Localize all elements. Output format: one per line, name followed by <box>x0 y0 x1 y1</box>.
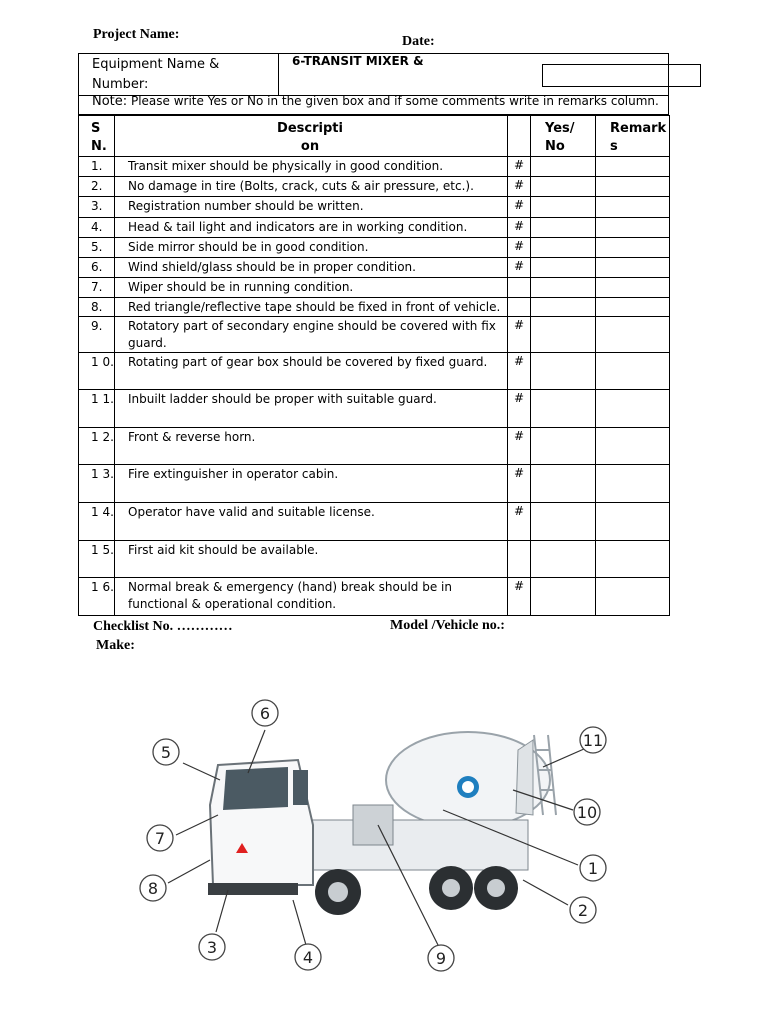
row-yes-no-field[interactable] <box>531 258 596 278</box>
row-sn: 8. <box>79 298 115 317</box>
row-mark: # <box>508 238 531 258</box>
table-row <box>79 278 670 298</box>
table-row <box>79 541 670 578</box>
row-remarks-field[interactable] <box>596 578 670 616</box>
row-yes-no-field[interactable] <box>531 465 596 503</box>
row-mark <box>508 278 531 298</box>
col-mark <box>508 116 531 157</box>
row-mark: # <box>508 428 531 465</box>
row-yes-no-field[interactable] <box>531 503 596 541</box>
callout-label-3: 3 <box>206 938 218 957</box>
callout-label-9: 9 <box>435 949 447 968</box>
row-remarks-field[interactable] <box>596 317 670 353</box>
note-label: Note: <box>92 94 128 109</box>
row-remarks-field[interactable] <box>596 390 670 428</box>
row-remarks-field[interactable] <box>596 238 670 258</box>
row-mark: # <box>508 317 531 353</box>
row-description: Side mirror should be in good condition. <box>115 238 508 258</box>
row-sn: 1 4. <box>79 503 115 541</box>
row-remarks-field[interactable] <box>596 197 670 218</box>
table-row <box>79 578 670 616</box>
row-description: Fire extinguisher in operator cabin. <box>115 465 508 503</box>
row-sn: 1 5. <box>79 541 115 578</box>
row-mark: # <box>508 390 531 428</box>
windshield <box>223 767 288 810</box>
table-row <box>79 197 670 218</box>
note-text: Please write Yes or No in the given box and if some comments write in remarks column. <box>127 94 659 108</box>
callout-label-5: 5 <box>160 743 172 762</box>
table-row <box>79 218 670 238</box>
row-yes-no-field[interactable] <box>531 428 596 465</box>
row-mark: # <box>508 197 531 218</box>
callout-label-1: 1 <box>587 859 599 878</box>
row-description: First aid kit should be available. <box>115 541 508 578</box>
row-yes-no-field[interactable] <box>531 541 596 578</box>
row-description: Rotatory part of secondary engine should be covered with fix guard. <box>115 317 508 353</box>
row-description: Rotating part of gear box should be covered by fixed guard. <box>115 353 508 390</box>
row-description: Wind shield/glass should be in proper condition. <box>115 258 508 278</box>
side-window <box>293 770 308 805</box>
callout-label-7: 7 <box>154 829 166 848</box>
row-sn: 1 0. <box>79 353 115 390</box>
row-sn: 1 1. <box>79 390 115 428</box>
row-mark: # <box>508 353 531 390</box>
row-mark: # <box>508 177 531 197</box>
col-description: Descripti on <box>115 116 508 157</box>
checklist-number-label: Checklist No. ………… <box>93 619 233 634</box>
row-yes-no-field[interactable] <box>531 298 596 317</box>
project-name-label: Project Name: <box>93 27 180 42</box>
equipment-header <box>78 53 669 96</box>
row-description: Inbuilt ladder should be proper with suitable guard. <box>115 390 508 428</box>
col-remarks: Remark s <box>596 116 670 157</box>
row-mark: # <box>508 258 531 278</box>
row-mark: # <box>508 503 531 541</box>
row-yes-no-field[interactable] <box>531 197 596 218</box>
row-remarks-field[interactable] <box>596 157 670 177</box>
row-sn: 1 3. <box>79 465 115 503</box>
table-row <box>79 177 670 197</box>
callout-label-11: 11 <box>582 731 604 750</box>
row-sn: 1. <box>79 157 115 177</box>
transit-mixer-diagram <box>138 695 618 980</box>
row-sn: 1 2. <box>79 428 115 465</box>
row-mark <box>508 298 531 317</box>
callout-label-8: 8 <box>147 879 159 898</box>
table-row <box>79 390 670 428</box>
row-description: Head & tail light and indicators are in working condition. <box>115 218 508 238</box>
callout-label-4: 4 <box>302 948 314 967</box>
row-description: No damage in tire (Bolts, crack, cuts & air pressure, etc.). <box>115 177 508 197</box>
date-label: Date: <box>402 34 435 49</box>
checklist-table <box>78 115 670 616</box>
table-row <box>79 428 670 465</box>
table-row <box>79 157 670 177</box>
row-yes-no-field[interactable] <box>531 238 596 258</box>
row-yes-no-field[interactable] <box>531 353 596 390</box>
row-yes-no-field[interactable] <box>531 157 596 177</box>
row-description: Red triangle/reflective tape should be fixed in front of vehicle. <box>115 298 508 317</box>
row-remarks-field[interactable] <box>596 258 670 278</box>
row-mark <box>508 541 531 578</box>
callout-label-10: 10 <box>576 803 598 822</box>
row-description: Front & reverse horn. <box>115 428 508 465</box>
row-sn: 7. <box>79 278 115 298</box>
row-remarks-field[interactable] <box>596 353 670 390</box>
table-row <box>79 298 670 317</box>
row-description: Wiper should be in running condition. <box>115 278 508 298</box>
row-remarks-field[interactable] <box>596 278 670 298</box>
make-label: Make: <box>96 638 135 653</box>
row-yes-no-field[interactable] <box>531 317 596 353</box>
table-row <box>79 353 670 390</box>
row-mark: # <box>508 465 531 503</box>
row-mark: # <box>508 218 531 238</box>
callout-label-6: 6 <box>259 704 271 723</box>
secondary-engine <box>353 805 393 845</box>
row-remarks-field[interactable] <box>596 298 670 317</box>
chassis <box>288 820 528 870</box>
row-remarks-field[interactable] <box>596 428 670 465</box>
row-mark: # <box>508 157 531 177</box>
row-description: Normal break & emergency (hand) break should be in functional & operational condition. <box>115 578 508 616</box>
row-remarks-field[interactable] <box>596 503 670 541</box>
row-sn: 2. <box>79 177 115 197</box>
row-remarks-field[interactable] <box>596 218 670 238</box>
row-sn: 4. <box>79 218 115 238</box>
table-row <box>79 465 670 503</box>
bumper <box>208 883 298 895</box>
table-row <box>79 317 670 353</box>
table-row <box>79 503 670 541</box>
equipment-name-value[interactable]: 6-TRANSIT MIXER & <box>279 54 669 96</box>
row-sn: 6. <box>79 258 115 278</box>
row-sn: 1 6. <box>79 578 115 616</box>
row-yes-no-field[interactable] <box>531 278 596 298</box>
row-mark: # <box>508 578 531 616</box>
row-remarks-field[interactable] <box>596 465 670 503</box>
row-yes-no-field[interactable] <box>531 218 596 238</box>
row-yes-no-field[interactable] <box>531 390 596 428</box>
row-description: Transit mixer should be physically in good condition. <box>115 157 508 177</box>
row-description: Operator have valid and suitable license. <box>115 503 508 541</box>
table-row <box>79 238 670 258</box>
row-yes-no-field[interactable] <box>531 177 596 197</box>
row-sn: 5. <box>79 238 115 258</box>
row-remarks-field[interactable] <box>596 177 670 197</box>
callout-label-2: 2 <box>577 901 589 920</box>
row-sn: 3. <box>79 197 115 218</box>
instruction-note <box>78 92 669 115</box>
table-row <box>79 258 670 278</box>
col-yes-no: Yes/ No <box>531 116 596 157</box>
row-description: Registration number should be written. <box>115 197 508 218</box>
equipment-name-label: Equipment Name & Number: <box>79 54 279 96</box>
drum-rear <box>516 740 533 815</box>
row-remarks-field[interactable] <box>596 541 670 578</box>
model-vehicle-label: Model /Vehicle no.: <box>390 618 505 633</box>
row-yes-no-field[interactable] <box>531 578 596 616</box>
row-sn: 9. <box>79 317 115 353</box>
col-sn: S N. <box>79 116 115 157</box>
